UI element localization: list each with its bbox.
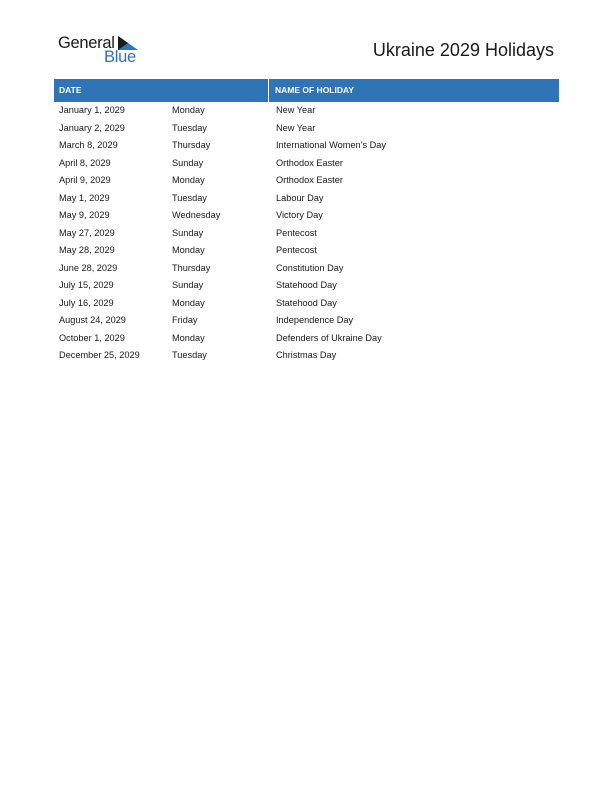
table-row <box>54 242 559 260</box>
holiday-name: Statehood Day <box>276 297 337 308</box>
holiday-name: Christmas Day <box>276 350 337 360</box>
holiday-weekday: Monday <box>172 245 205 255</box>
holiday-date: May 27, 2029 <box>59 227 115 238</box>
table-row <box>54 120 559 138</box>
holiday-date: April 9, 2029 <box>59 175 111 185</box>
table-row <box>54 225 559 243</box>
table-row <box>54 277 559 295</box>
generalblue-logo <box>58 34 142 68</box>
holiday-table <box>54 79 559 365</box>
holiday-weekday: Monday <box>172 105 205 115</box>
holiday-weekday: Sunday <box>172 280 204 290</box>
holiday-name: Orthodox Easter <box>276 157 343 168</box>
holiday-weekday: Sunday <box>172 227 204 238</box>
table-row <box>54 330 559 348</box>
header-date: DATE <box>54 79 269 102</box>
holiday-date: March 8, 2029 <box>59 140 118 150</box>
holiday-name: Victory Day <box>276 210 323 220</box>
table-row <box>54 207 559 225</box>
table-row <box>54 347 559 365</box>
holiday-weekday: Monday <box>172 175 205 185</box>
holiday-date: December 25, 2029 <box>59 350 140 360</box>
holiday-name: Pentecost <box>276 245 317 255</box>
table-row <box>54 260 559 278</box>
table-row <box>54 312 559 330</box>
holiday-date: July 15, 2029 <box>59 280 114 290</box>
page-title: Ukraine 2029 Holidays <box>372 40 554 60</box>
logo-word-general: General <box>58 34 115 52</box>
table-row <box>54 155 559 173</box>
logo-word-blue: Blue <box>104 48 136 66</box>
header-holiday-name: NAME OF HOLIDAY <box>275 85 355 95</box>
holiday-weekday: Tuesday <box>172 350 207 360</box>
holiday-name: Labour Day <box>276 192 324 203</box>
holiday-name: New Year <box>276 105 316 115</box>
holiday-weekday: Sunday <box>172 157 204 168</box>
holiday-weekday: Thursday <box>172 262 211 273</box>
table-body <box>54 102 559 365</box>
holiday-date: January 2, 2029 <box>59 122 125 133</box>
table-row <box>54 295 559 313</box>
holiday-name: Orthodox Easter <box>276 175 343 185</box>
holiday-date: January 1, 2029 <box>59 105 125 115</box>
holiday-name: Constitution Day <box>276 262 344 273</box>
holiday-date: October 1, 2029 <box>59 332 125 343</box>
holiday-name: International Women’s Day <box>276 140 386 150</box>
holiday-name: Defenders of Ukraine Day <box>276 332 382 343</box>
holiday-date: May 9, 2029 <box>59 210 110 220</box>
table-row <box>54 102 559 120</box>
holiday-date: June 28, 2029 <box>59 262 118 273</box>
table-header <box>54 79 559 102</box>
holiday-weekday: Wednesday <box>172 210 221 220</box>
holiday-name: Pentecost <box>276 227 317 238</box>
holiday-date: May 1, 2029 <box>59 192 110 203</box>
holiday-date: May 28, 2029 <box>59 245 115 255</box>
holiday-name: Independence Day <box>276 315 354 325</box>
table-row <box>54 172 559 190</box>
holiday-weekday: Monday <box>172 297 205 308</box>
holiday-name: Statehood Day <box>276 280 337 290</box>
holiday-name: New Year <box>276 122 316 133</box>
holiday-weekday: Tuesday <box>172 122 207 133</box>
holiday-weekday: Thursday <box>172 140 211 150</box>
holiday-date: July 16, 2029 <box>59 297 114 308</box>
holiday-date: August 24, 2029 <box>59 315 126 325</box>
holiday-weekday: Tuesday <box>172 192 207 203</box>
holiday-date: April 8, 2029 <box>59 157 111 168</box>
holiday-weekday: Friday <box>172 315 198 325</box>
table-row <box>54 190 559 208</box>
table-row <box>54 137 559 155</box>
holiday-weekday: Monday <box>172 332 205 343</box>
